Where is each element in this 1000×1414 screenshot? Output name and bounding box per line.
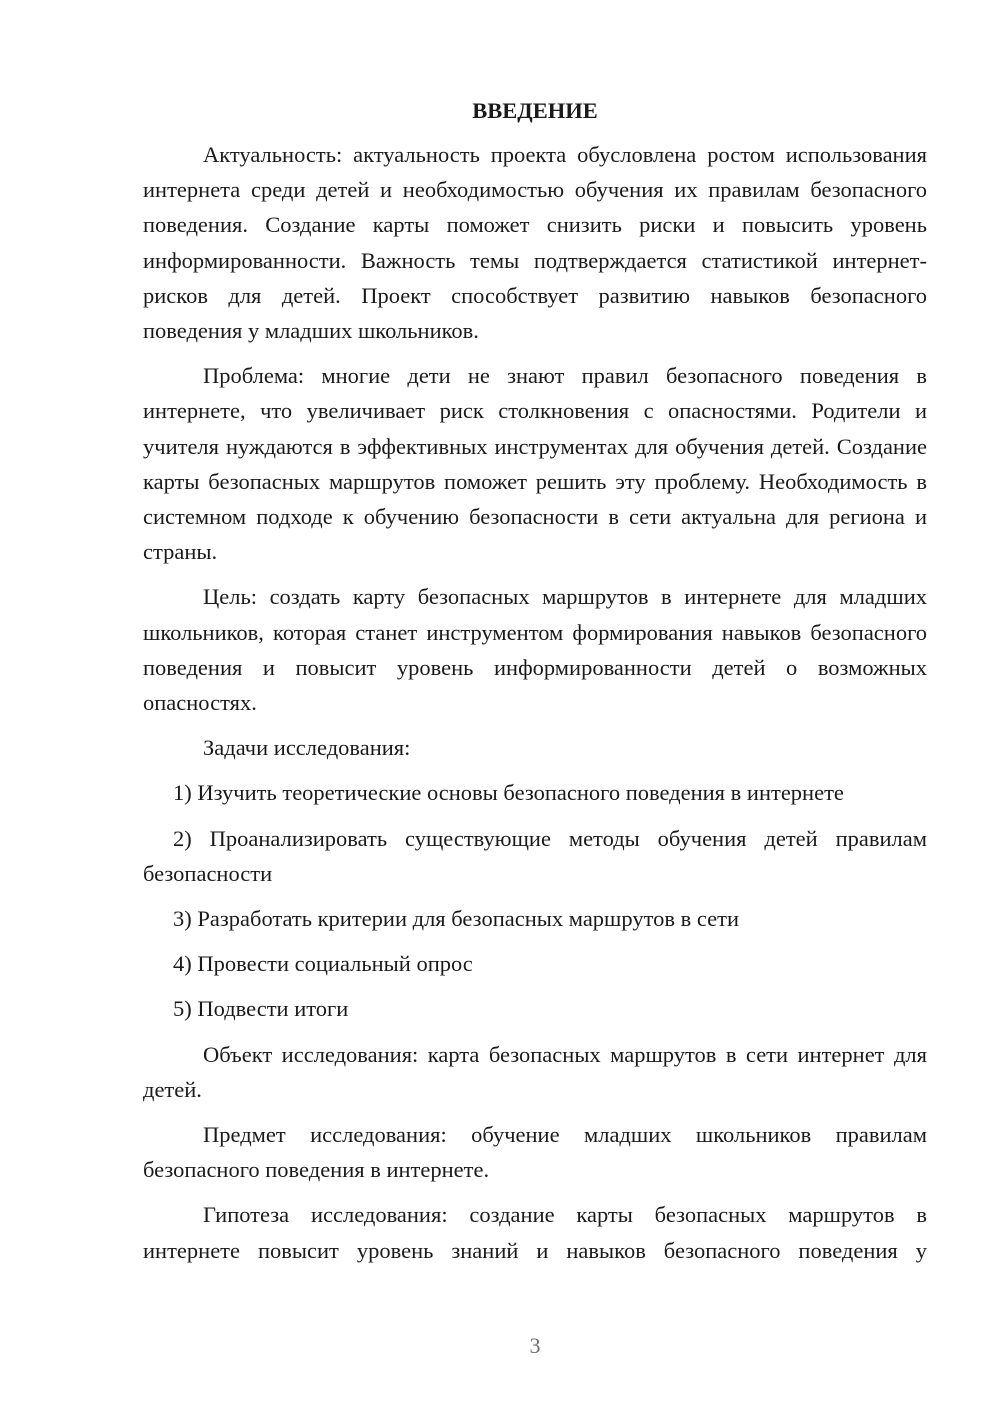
paragraph-problem: Проблема: многие дети не знают правил безопасного поведения в интернете, что увеличивает риск столкновения с опасностями. Родители и учителя нуждаются в эффективных инструментах для обучения детей. Создание карты безопасных маршрутов поможет решить эту проблему. Необходимость в системном подходе к обучению безопасности в сети актуальна для региона и страны.	[143, 363, 927, 565]
task-item-5: 5) Подвести итоги	[173, 996, 349, 1022]
page-content	[143, 95, 927, 1278]
paragraph-subject: Предмет исследования: обучение младших школьников правилам безопасного поведения в интернете.	[143, 1122, 927, 1183]
task-item-3: 3) Разработать критерии для безопасных маршрутов в сети	[173, 906, 739, 932]
task-item-2: 2) Проанализировать существующие методы обучения детей правилам безопасности	[143, 825, 927, 886]
paragraph-object: Объект исследования: карта безопасных маршрутов в сети интернет для детей.	[143, 1041, 927, 1102]
paragraph-goal: Цель: создать карту безопасных маршрутов в интернете для младших школьников, которая станет инструментом формирования навыков безопасного поведения и повысит уровень информированности детей о возможных опасностях.	[143, 584, 927, 716]
tasks-title: Задачи исследования:	[203, 735, 411, 761]
task-item-4: 4) Провести социальный опрос	[173, 951, 473, 977]
paragraph-hypothesis: Гипотеза исследования: создание карты безопасных маршрутов в интернете повысит уровень знаний и навыков безопасного поведения у	[143, 1202, 927, 1263]
page-number: 3	[529, 1333, 541, 1358]
paragraph-relevance: Актуальность: актуальность проекта обусловлена ростом использования интернета среди детей и необходимостью обучения их правилам безопасного поведения. Создание карты поможет снизить риски и повысить уровень информированности. Важность темы подтверждается статистикой интернет-рисков для детей. Проект способствует развитию навыков безопасного поведения у младших школьников.	[143, 142, 927, 344]
page-heading: ВВЕДЕНИЕ	[472, 98, 598, 123]
task-item-1: 1) Изучить теоретические основы безопасного поведения в интернете	[173, 780, 844, 806]
